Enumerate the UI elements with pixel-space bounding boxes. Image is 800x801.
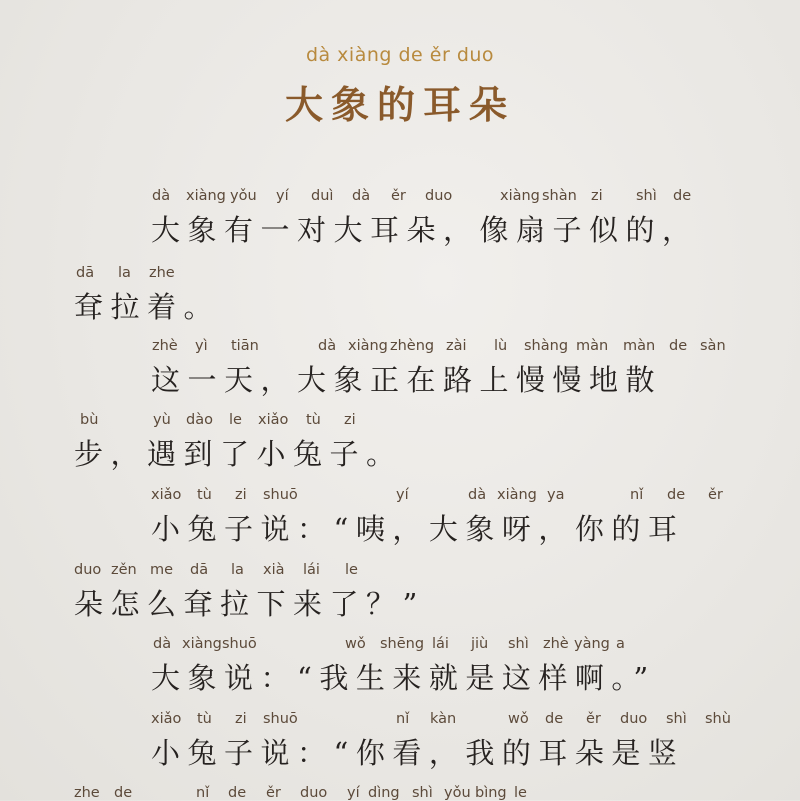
pinyin-syllable: wǒ	[345, 636, 366, 652]
pinyin-syllable: shuō	[263, 487, 298, 503]
pinyin-syllable: zi	[344, 412, 356, 428]
pinyin-syllable: lái	[432, 636, 449, 652]
hanzi-text: 小兔子说：“你看，我的耳朵是竖	[151, 736, 685, 770]
pinyin-syllable: tù	[197, 711, 212, 727]
pinyin-syllable: dà	[468, 487, 487, 503]
pinyin-syllable: shì	[666, 711, 687, 727]
pinyin-syllable: shàng	[524, 338, 569, 354]
pinyin-syllable: dā	[76, 265, 95, 281]
pinyin-syllable: tù	[197, 487, 212, 503]
pinyin-syllable: tiān	[231, 338, 259, 354]
pinyin-syllable: màn	[623, 338, 656, 354]
pinyin-syllable: de	[669, 338, 688, 354]
pinyin-syllable: màn	[576, 338, 609, 354]
hanzi-text: 小兔子说：“咦，大象呀，你的耳	[151, 512, 685, 546]
title-pinyin: dà xiàng de ěr duo	[305, 44, 495, 66]
pinyin-syllable: zhèng	[390, 338, 435, 354]
pinyin-syllable: yí	[347, 785, 360, 801]
pinyin-syllable: xiǎo	[258, 412, 289, 428]
pinyin-syllable: de	[545, 711, 564, 727]
pinyin-syllable: duo	[620, 711, 648, 727]
pinyin-syllable: duo	[425, 188, 453, 204]
pinyin-syllable: zi	[591, 188, 603, 204]
pinyin-syllable: shuō	[222, 636, 257, 652]
pinyin-syllable: me	[150, 562, 174, 578]
pinyin-syllable: yí	[396, 487, 409, 503]
pinyin-syllable: de	[114, 785, 133, 801]
pinyin-syllable: shuō	[263, 711, 298, 727]
pinyin-syllable: duì	[311, 188, 334, 204]
pinyin-syllable: yì	[195, 338, 208, 354]
pinyin-syllable: xiǎo	[151, 711, 182, 727]
pinyin-syllable: kàn	[430, 711, 457, 727]
pinyin-syllable: yù	[153, 412, 171, 428]
pinyin-syllable: shù	[705, 711, 731, 727]
pinyin-syllable: bìng	[475, 785, 507, 801]
pinyin-syllable: yí	[276, 188, 289, 204]
pinyin-syllable: zhe	[74, 785, 100, 801]
pinyin-syllable: nǐ	[196, 785, 210, 801]
pinyin-syllable: shì	[636, 188, 657, 204]
pinyin-syllable: dà	[352, 188, 371, 204]
pinyin-syllable: lái	[303, 562, 320, 578]
pinyin-syllable: tù	[306, 412, 321, 428]
pinyin-syllable: nǐ	[396, 711, 410, 727]
pinyin-syllable: zhe	[149, 265, 175, 281]
pinyin-syllable: shēng	[380, 636, 425, 652]
pinyin-syllable: a	[616, 636, 625, 652]
pinyin-syllable: de	[228, 785, 247, 801]
pinyin-syllable: la	[118, 265, 131, 281]
pinyin-syllable: la	[231, 562, 244, 578]
pinyin-syllable: yǒu	[444, 785, 471, 801]
pinyin-syllable: dà	[152, 188, 171, 204]
pinyin-syllable: lù	[494, 338, 508, 354]
pinyin-syllable: le	[514, 785, 527, 801]
hanzi-text: 步，遇到了小兔子。	[74, 437, 403, 471]
pinyin-syllable: zěn	[111, 562, 137, 578]
pinyin-syllable: ya	[547, 487, 565, 503]
pinyin-syllable: zhè	[543, 636, 569, 652]
pinyin-syllable: xiǎo	[151, 487, 182, 503]
pinyin-syllable: dà	[153, 636, 172, 652]
pinyin-syllable: duo	[300, 785, 328, 801]
pinyin-syllable: yàng	[574, 636, 610, 652]
pinyin-syllable: le	[345, 562, 358, 578]
pinyin-syllable: shì	[508, 636, 529, 652]
pinyin-syllable: jiù	[471, 636, 489, 652]
pinyin-syllable: shì	[412, 785, 433, 801]
pinyin-syllable: dà	[318, 338, 337, 354]
hanzi-text: 朵怎么耷拉下来了？”	[74, 587, 425, 621]
pinyin-syllable: de	[673, 188, 692, 204]
pinyin-syllable: xiàng	[348, 338, 388, 354]
pinyin-syllable: dìng	[368, 785, 400, 801]
pinyin-syllable: xià	[263, 562, 285, 578]
pinyin-syllable: le	[229, 412, 242, 428]
pinyin-syllable: zi	[235, 711, 247, 727]
pinyin-syllable: ěr	[266, 785, 281, 801]
pinyin-syllable: zi	[235, 487, 247, 503]
pinyin-syllable: duo	[74, 562, 102, 578]
hanzi-text: 耷拉着。	[74, 290, 221, 324]
pinyin-syllable: nǐ	[630, 487, 644, 503]
hanzi-text: 这一天，大象正在路上慢慢地散	[151, 363, 663, 397]
pinyin-syllable: wǒ	[508, 711, 529, 727]
pinyin-syllable: dā	[190, 562, 209, 578]
pinyin-syllable: xiàng	[497, 487, 537, 503]
pinyin-syllable: xiàng	[500, 188, 540, 204]
story-title: 大象的耳朵	[284, 82, 515, 127]
pinyin-syllable: ěr	[391, 188, 406, 204]
pinyin-syllable: xiàng	[182, 636, 222, 652]
pinyin-syllable: bù	[80, 412, 99, 428]
pinyin-syllable: yǒu	[230, 188, 257, 204]
hanzi-text: 大象说：“我生来就是这样啊。”	[151, 661, 656, 695]
pinyin-syllable: de	[667, 487, 686, 503]
pinyin-syllable: shàn	[542, 188, 577, 204]
pinyin-syllable: dào	[186, 412, 213, 428]
pinyin-syllable: zài	[446, 338, 467, 354]
pinyin-syllable: sàn	[700, 338, 726, 354]
pinyin-syllable: ěr	[586, 711, 601, 727]
hanzi-text: 大象有一对大耳朵，像扇子似的，	[151, 213, 699, 247]
pinyin-syllable: ěr	[708, 487, 723, 503]
pinyin-syllable: zhè	[152, 338, 178, 354]
pinyin-syllable: xiàng	[186, 188, 226, 204]
